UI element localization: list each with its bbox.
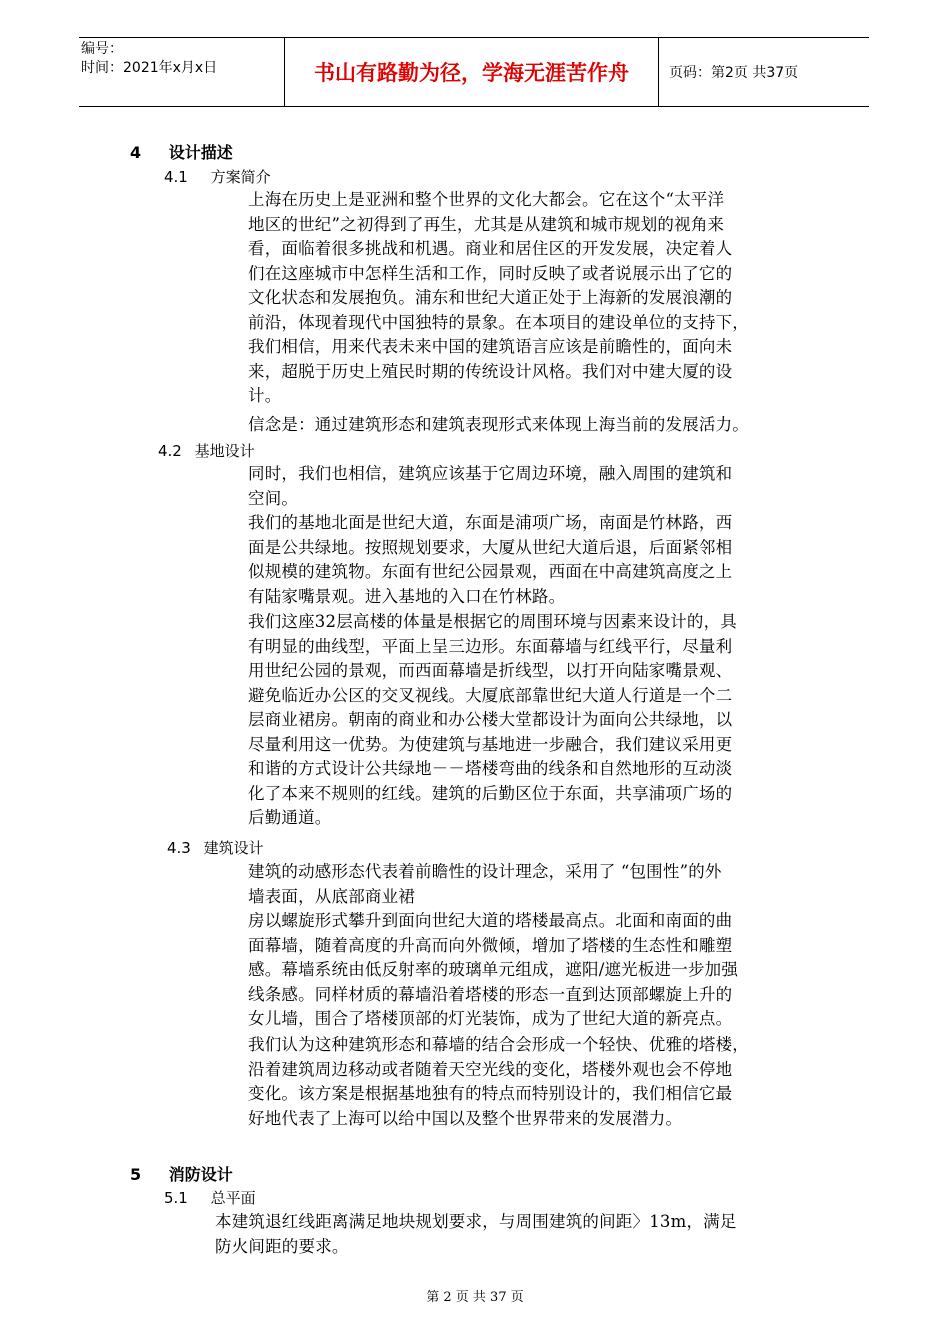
text-line: 地区的世纪”之初得到了再生，尤其是从建筑和城市规划的视角来	[248, 214, 725, 234]
section-4-1-heading	[164, 166, 271, 187]
text-line: 似规模的建筑物。东面有世纪公园景观，西面在中高建筑高度之上	[248, 562, 733, 581]
text-line: 墙表面，从底部商业裙	[248, 886, 415, 906]
header-meta	[79, 38, 285, 106]
text-line: 女儿墙，围合了塔楼顶部的灯光装饰，成为了世纪大道的新亮点。	[248, 1009, 733, 1028]
text-line: 变化。该方案是根据基地独有的特点而特别设计的，我们相信它最	[248, 1084, 733, 1103]
text-line: 我们认为这种建筑形态和幕墙的结合会形成一个轻快、优雅的塔楼，	[248, 1035, 749, 1054]
header-id-label: 编号：	[81, 41, 123, 57]
header-motto: 书山有路勤为径，学海无涯苦作舟	[285, 38, 659, 106]
text-line: 尽量利用这一优势。为使建筑与基地进一步融合，我们建议采用更	[248, 734, 733, 754]
paragraph-4-1-intro	[248, 188, 749, 409]
section-title: 建筑设计	[203, 839, 264, 857]
text-line: 们在这座城市中怎样生活和工作，同时反映了或者说展示出了它的	[248, 263, 733, 283]
section-4-heading	[130, 140, 233, 163]
page-footer: 第 2 页 共 37 页	[426, 1290, 524, 1305]
text-line: 防火间距的要求。	[215, 1236, 349, 1256]
paragraph-4-2-context	[248, 462, 732, 511]
text-line: 层商业裙房。朝南的商业和办公楼大堂都设计为面向公共绿地，以	[248, 710, 733, 729]
text-line: 信念是：通过建筑形态和建筑表现形式来体现上海当前的发展活力。	[248, 415, 749, 434]
text-line: 本建筑退红线距离满足地块规划要求，与周围建筑的间距〉13m，满足	[215, 1212, 737, 1231]
text-line: 和谐的方式设计公共绿地－－塔楼弯曲的线条和自然地形的互动淡	[248, 759, 733, 778]
text-line: 避免临近办公区的交叉视线。大厦底部靠世纪大道人行道是一个二	[248, 685, 733, 705]
text-line: 面是公共绿地。按照规划要求，大厦从世纪大道后退，后面紧邻相	[248, 537, 733, 557]
text-line: 我们的基地北面是世纪大道，东面是浦项广场，南面是竹林路，西	[248, 513, 733, 532]
text-line: 前沿，体现着现代中国独特的景象。在本项目的建设单位的支持下，	[248, 312, 749, 332]
paragraph-4-3-form	[248, 860, 738, 1032]
section-title: 消防设计	[168, 1165, 233, 1184]
section-5-heading	[130, 1162, 233, 1185]
page-header	[79, 37, 869, 107]
text-line: 房以螺旋形式攀升到面向世纪大道的塔楼最高点。北面和南面的曲	[248, 911, 733, 930]
text-line: 线条感。同样材质的幕墙沿着塔楼的形态一直到达顶部螺旋上升的	[248, 984, 733, 1004]
section-number: 4	[130, 143, 142, 162]
section-5-1-heading	[164, 1187, 256, 1208]
text-line: 后勤通道。	[248, 808, 332, 827]
text-line: 看，面临着很多挑战和机遇。商业和居住区的开发发展，决定着人	[248, 239, 733, 258]
text-line: 感。幕墙系统由低反射率的玻璃单元组成，遮阳/遮光板进一步加强	[248, 960, 739, 979]
section-title: 总平面	[210, 1189, 256, 1207]
section-4-2-heading	[158, 440, 255, 461]
text-line: 上海在历史上是亚洲和整个世界的文化大都会。它在这个“太平洋	[248, 190, 725, 209]
paragraph-5-1-setback	[215, 1210, 737, 1259]
section-number: 4.1	[164, 168, 188, 186]
section-4-3-heading	[167, 837, 264, 858]
section-number: 5.1	[164, 1189, 188, 1207]
text-line: 文化状态和发展抱负。浦东和世纪大道正处于上海新的发展浪潮的	[248, 288, 733, 307]
text-line: 同时，我们也相信，建筑应该基于它周边环境，融入周围的建筑和	[248, 464, 733, 483]
text-line: 计。	[248, 386, 282, 405]
text-line: 沿着建筑周边移动或者随着天空光线的变化，塔楼外观也会不停地	[248, 1059, 733, 1079]
paragraph-4-1-belief	[248, 413, 749, 438]
text-line: 来，超脱于历史上殖民时期的传统设计风格。我们对中建大厦的设	[248, 361, 733, 381]
text-line: 有陆家嘴景观。进入基地的入口在竹林路。	[248, 586, 566, 606]
text-line: 化了本来不规则的红线。建筑的后勤区位于东面，共享浦项广场的	[248, 783, 733, 803]
section-title: 方案简介	[210, 168, 271, 186]
text-line: 我们这座32层高楼的体量是根据它的周围环境与因素来设计的，具	[248, 612, 737, 631]
paragraph-4-3-conclusion	[248, 1033, 749, 1131]
section-number: 5	[130, 1165, 142, 1184]
paragraph-4-2-site	[248, 511, 732, 609]
section-number: 4.2	[158, 442, 182, 460]
text-line: 用世纪公园的景观，而西面幕墙是折线型，以打开向陆家嘴景观、	[248, 661, 733, 680]
text-line: 有明显的曲线型，平面上呈三边形。东面幕墙与红线平行，尽量利	[248, 636, 733, 656]
text-line: 好地代表了上海可以给中国以及整个世界带来的发展潜力。	[248, 1108, 683, 1128]
section-title: 设计描述	[168, 143, 233, 162]
header-time-label: 时间：2021年x月x日	[81, 60, 218, 76]
text-line: 空间。	[248, 488, 299, 508]
section-title: 基地设计	[194, 442, 255, 460]
header-page-info: 页码：第2页 共37页	[669, 65, 799, 81]
text-line: 面幕墙，随着高度的升高而向外微倾，增加了塔楼的生态性和雕塑	[248, 935, 733, 955]
text-line: 建筑的动感形态代表着前瞻性的设计理念，采用了 “包围性”的外	[248, 862, 722, 881]
paragraph-4-2-massing	[248, 610, 737, 831]
text-line: 我们相信，用来代表未来中国的建筑语言应该是前瞻性的，面向未	[248, 337, 733, 356]
section-number: 4.3	[167, 839, 191, 857]
